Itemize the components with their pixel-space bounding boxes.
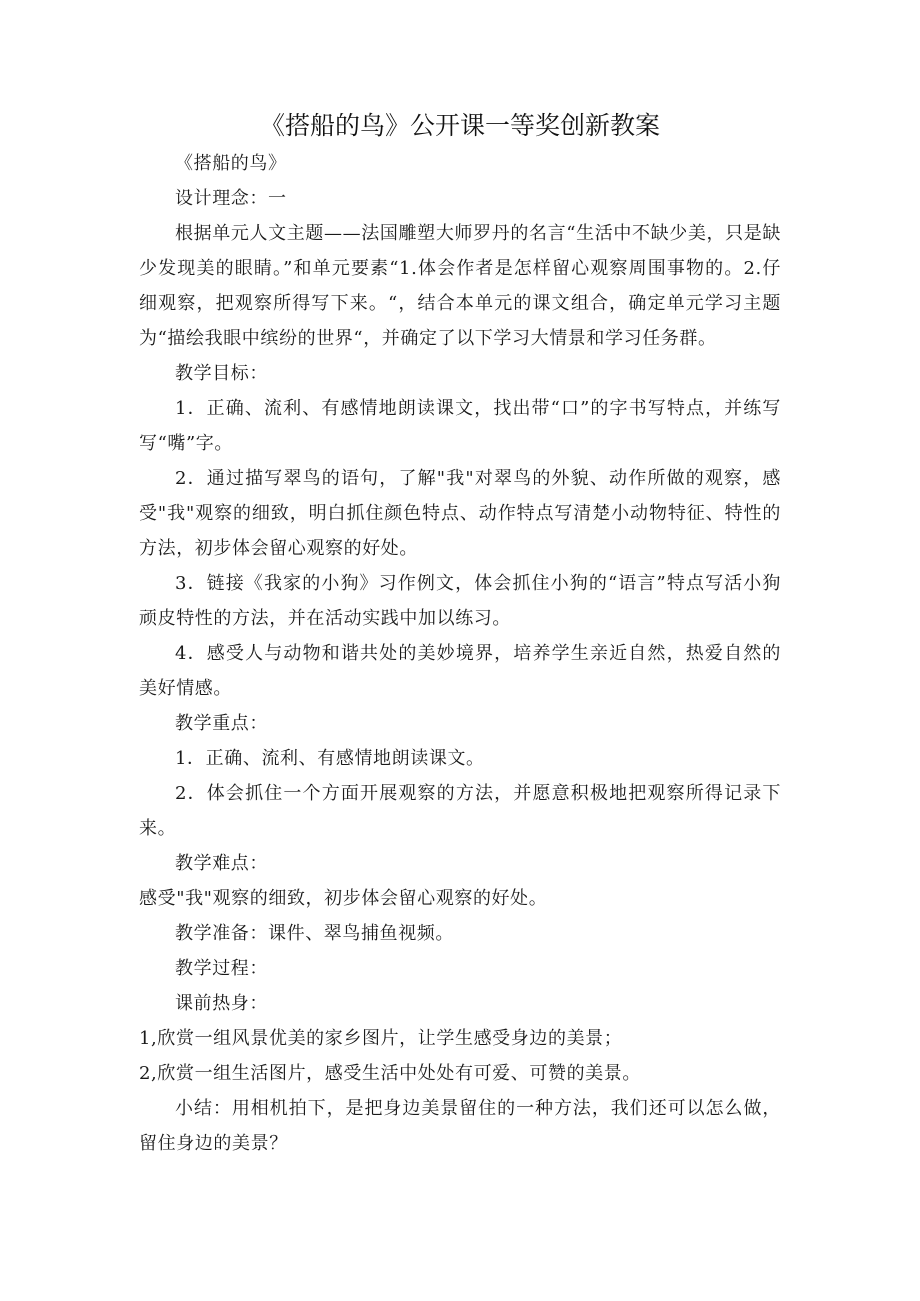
paragraph-key-point-1: 1．正确、流利、有感情地朗读课文。 — [175, 748, 485, 769]
paragraph-objective-2: 2．通过描写翠鸟的语句，了解"我"对翠鸟的外貌、动作所做的观察，感受"我"观察的细致，明白抓住颜色特点、动作特点写清楚小动物特征、特性的方法，初步体会留心观察的好处。 — [139, 468, 781, 559]
document-body — [139, 146, 781, 1161]
paragraph-difficulty-heading: 教学难点： — [175, 853, 268, 874]
paragraph-objectives-heading: 教学目标： — [175, 363, 268, 384]
paragraph-warmup-heading: 课前热身： — [175, 993, 268, 1014]
paragraph-difficulty: 感受"我"观察的细致，初步体会留心观察的好处。 — [139, 888, 548, 909]
paragraph-objective-3: 3．链接《我家的小狗》习作例文，体会抓住小狗的“语言”特点写活小狗顽皮特性的方法，并在活动实践中加以练习。 — [139, 573, 781, 629]
paragraph-key-points-heading: 教学重点： — [175, 713, 268, 734]
paragraph-objective-1: 1．正确、流利、有感情地朗读课文，找出带“口”的字书写特点，并练写写“嘴”字。 — [139, 398, 781, 454]
paragraph-warmup-2: 2,欣赏一组生活图片，感受生活中处处有可爱、可赞的美景。 — [139, 1063, 641, 1084]
paragraph-objective-4: 4．感受人与动物和谐共处的美妙境界，培养学生亲近自然，热爱自然的美好情感。 — [139, 643, 781, 699]
paragraph-summary: 小结：用相机拍下，是把身边美景留住的一种方法，我们还可以怎么做，留住身边的美景？ — [139, 1098, 781, 1154]
paragraph-process-heading: 教学过程： — [175, 958, 268, 979]
paragraph-lesson-name: 《搭船的鸟》 — [175, 153, 287, 174]
document-title: 《搭船的鸟》公开课一等奖创新教案 — [259, 111, 660, 140]
paragraph-warmup-1: 1,欣赏一组风景优美的家乡图片，让学生感受身边的美景； — [139, 1028, 623, 1049]
paragraph-design-concept: 根据单元人文主题——法国雕塑大师罗丹的名言“生活中不缺少美，只是缺少发现美的眼睛。”和单元要素“1.体会作者是怎样留心观察周围事物的。2.仔细观察，把观察所得写下来。“，结合本单元的课文组合，确定单元学习主题为“描绘我眼中缤纷的世界“，并确定了以下学习大情景和学习任务群。 — [139, 223, 781, 349]
paragraph-preparation: 教学准备：课件、翠鸟捕鱼视频。 — [175, 923, 454, 944]
paragraph-design-concept-heading: 设计理念：一 — [175, 188, 287, 209]
paragraph-key-point-2: 2．体会抓住一个方面开展观察的方法，并愿意积极地把观察所得记录下来。 — [139, 783, 781, 839]
